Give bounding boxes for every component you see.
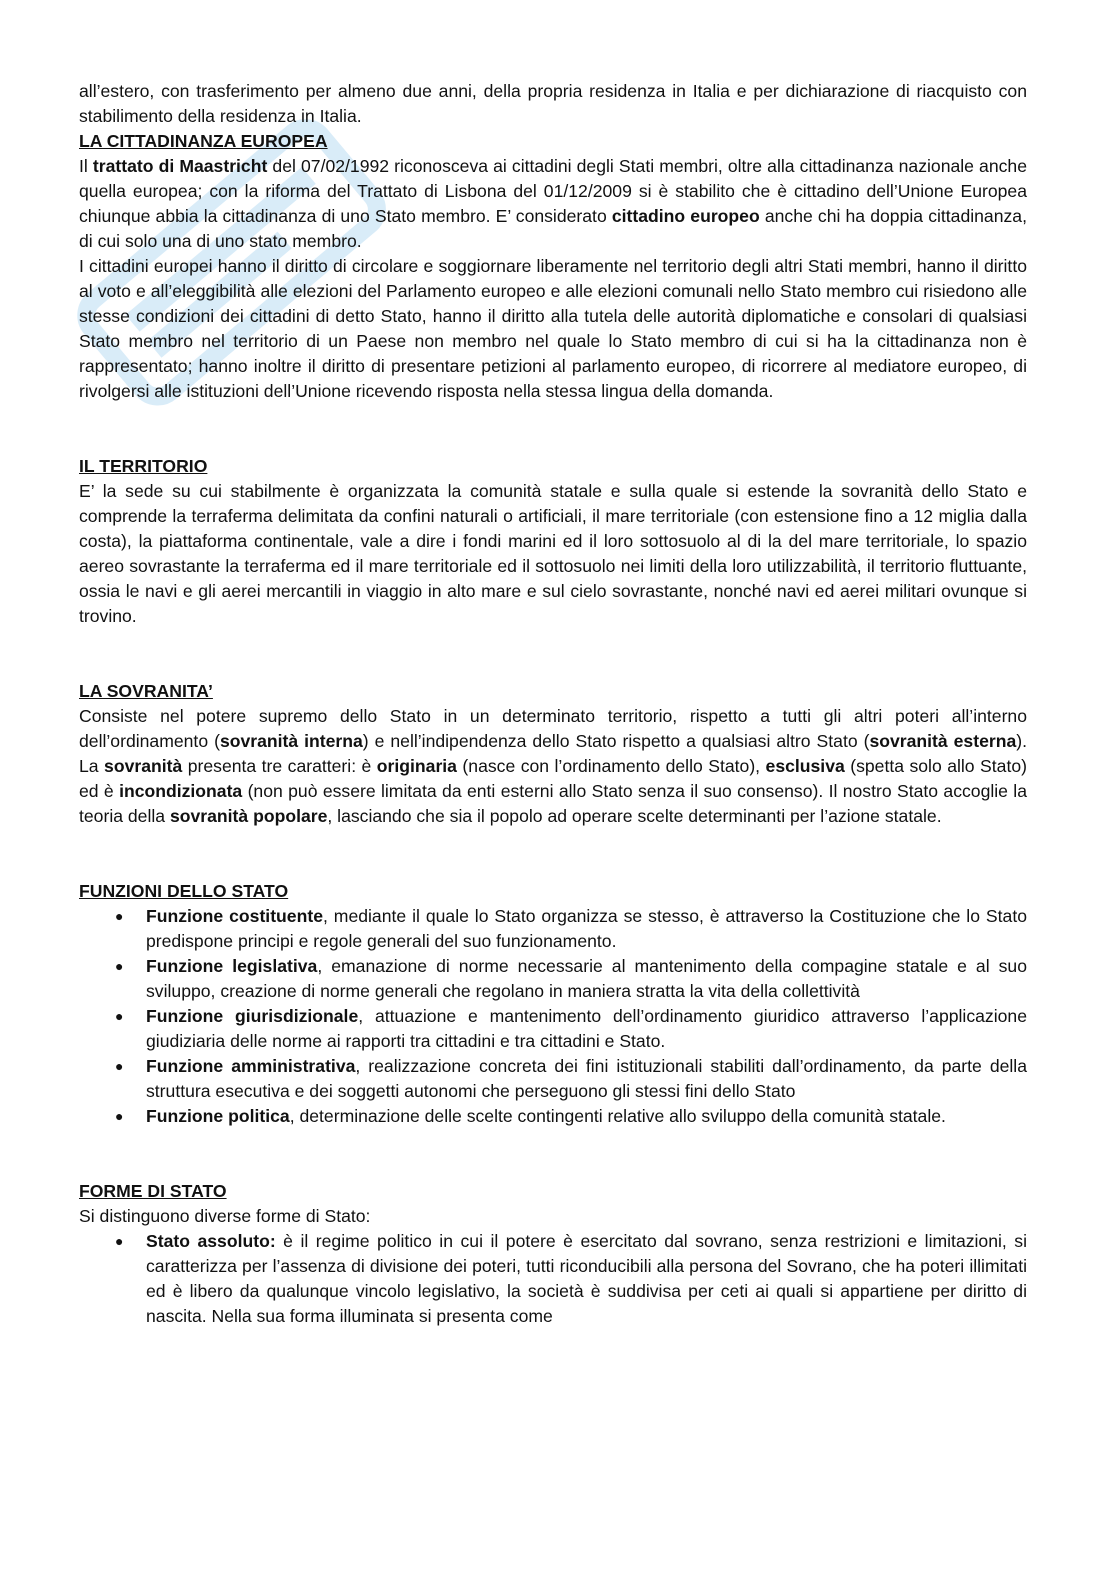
- forme-intro: Si distinguono diverse forme di Stato:: [79, 1206, 371, 1226]
- sovranita-paragraph: Consiste nel potere supremo dello Stato in un determinato territorio, rispetto a tutti gli altri poteri all’interno dell’ordinamento (sovranità interna) e nell’indipendenza dello Stato rispetto a qualsiasi altro Stato (sovranità esterna). La sovranità presenta tre caratteri: è originaria (nasce con l’ordinamento dello Stato), esclusiva (spetta solo allo Stato) ed è incondizionata (non può essere limitata da enti esterni allo Stato senza il suo consenso). Il nostro Stato accoglie la teoria della sovranità popolare, lasciando che sia il popolo ad operare scelte determinanti per l’azione statale.: [79, 706, 1028, 826]
- heading-territorio: IL TERRITORIO: [79, 456, 208, 476]
- heading-funzioni-dello-stato: FUNZIONI DELLO STATO: [79, 881, 289, 901]
- heading-cittadinanza-europea: LA CITTADINANZA EUROPEA: [79, 131, 328, 151]
- cittadinanza-paragraph-1: Il trattato di Maastricht del 07/02/1992 riconosceva ai cittadini degli Stati membri, oltre alla cittadinanza nazionale anche quella europea; con la riforma del Trattato di Lisbona del 01/12/2009 si è stabilito che è cittadino dell’Unione Europea chiunque abbia la cittadinanza di uno Stato membro. E’ considerato cittadino europeo anche chi ha doppia cittadinanza, di cui solo una di uno stato membro.: [79, 156, 1027, 251]
- territorio-paragraph: E’ la sede su cui stabilmente è organizzata la comunità statale e sulla quale si estende la sovranità dello Stato e comprende la terraferma delimitata da confini naturali o artificiali, il mare territoriale (con estensione fino a 12 miglia dalla costa), la piattaforma continentale, vale a dire i fondi marini ed il loro sottosuolo al di la del mare territoriale, lo spazio aereo sovrastante la terraferma ed il mare territoriale ed il sottosuolo nei limiti della loro utilizzabilità, il territorio fluttuante, ossia le navi e gli aerei mercantili in viaggio in alto mare e sul cielo sovrastante, nonché navi ed aerei militari ovunque si trovino.: [79, 481, 1027, 626]
- bullet-icon: ●: [115, 958, 124, 974]
- list-item: ● Funzione politica, determinazione delle scelte contingenti relative allo sviluppo della comunità statale.: [146, 1104, 1027, 1129]
- bullet-icon: ●: [115, 1108, 124, 1124]
- cittadinanza-paragraph-2: I cittadini europei hanno il diritto di circolare e soggiornare liberamente nel territorio degli altri Stati membri, hanno il diritto al voto e all’eleggibilità alle elezioni del Parlamento europeo e alle elezioni comunali nello Stato membro cui risiedono alle stesse condizioni dei cittadini di detto Stato, hanno il diritto alla tutela delle autorità diplomatiche e consolari di qualsiasi Stato membro nel territorio di un Paese non membro nel quale lo Stato membro di cui si ha la cittadinanza non è rappresentato; hanno inoltre il diritto di presentare petizioni al parlamento europeo, di ricorrere al mediatore europeo, di rivolgersi alle istituzioni dell’Unione ricevendo risposta nella stessa lingua della domanda.: [79, 256, 1027, 401]
- bullet-icon: ●: [115, 1008, 124, 1024]
- forme-list: [79, 1229, 1027, 1329]
- bullet-icon: ●: [115, 908, 124, 924]
- document-page: [79, 79, 1027, 1329]
- heading-sovranita: LA SOVRANITA’: [79, 681, 213, 701]
- funzioni-list: [79, 904, 1027, 1129]
- list-item: ● Funzione amministrativa, realizzazione concreta dei fini istituzionali stabiliti dall’ordinamento, da parte della struttura esecutiva e dei soggetti autonomi che perseguono gli stessi fini dello Stato: [115, 1056, 1027, 1101]
- bullet-icon: ●: [115, 1058, 124, 1074]
- bullet-icon: ●: [115, 1233, 124, 1249]
- list-item: ● Stato assoluto: è il regime politico in cui il potere è esercitato dal sovrano, senza restrizioni e limitazioni, si caratterizza per l’assenza di divisione dei poteri, tutti riconducibili alla persona del Sovrano, che ha poteri illimitati ed è libero da qualunque vincolo legislativo, la società è suddivisa per ceti ai quali si appartiene per diritto di nascita. Nella sua forma illuminata si presenta come: [115, 1231, 1027, 1326]
- list-item: ● Funzione giurisdizionale, attuazione e mantenimento dell’ordinamento giuridico attraverso l’applicazione giudiziaria delle norme ai rapporti tra cittadini e tra cittadini e Stato.: [115, 1006, 1027, 1051]
- list-item: ● Funzione legislativa, emanazione di norme necessarie al mantenimento della compagine statale e al suo sviluppo, creazione di norme generali che regolano in maniera stratta la vita della collettività: [115, 956, 1027, 1001]
- intro-paragraph: all’estero, con trasferimento per almeno due anni, della propria residenza in Italia e per dichiarazione di riacquisto con stabilimento della residenza in Italia.: [79, 81, 1027, 126]
- heading-forme-di-stato: FORME DI STATO: [79, 1181, 227, 1201]
- list-item: ● Funzione costituente, mediante il quale lo Stato organizza se stesso, è attraverso la Costituzione che lo Stato predispone principi e regole generali del suo funzionamento.: [115, 906, 1028, 951]
